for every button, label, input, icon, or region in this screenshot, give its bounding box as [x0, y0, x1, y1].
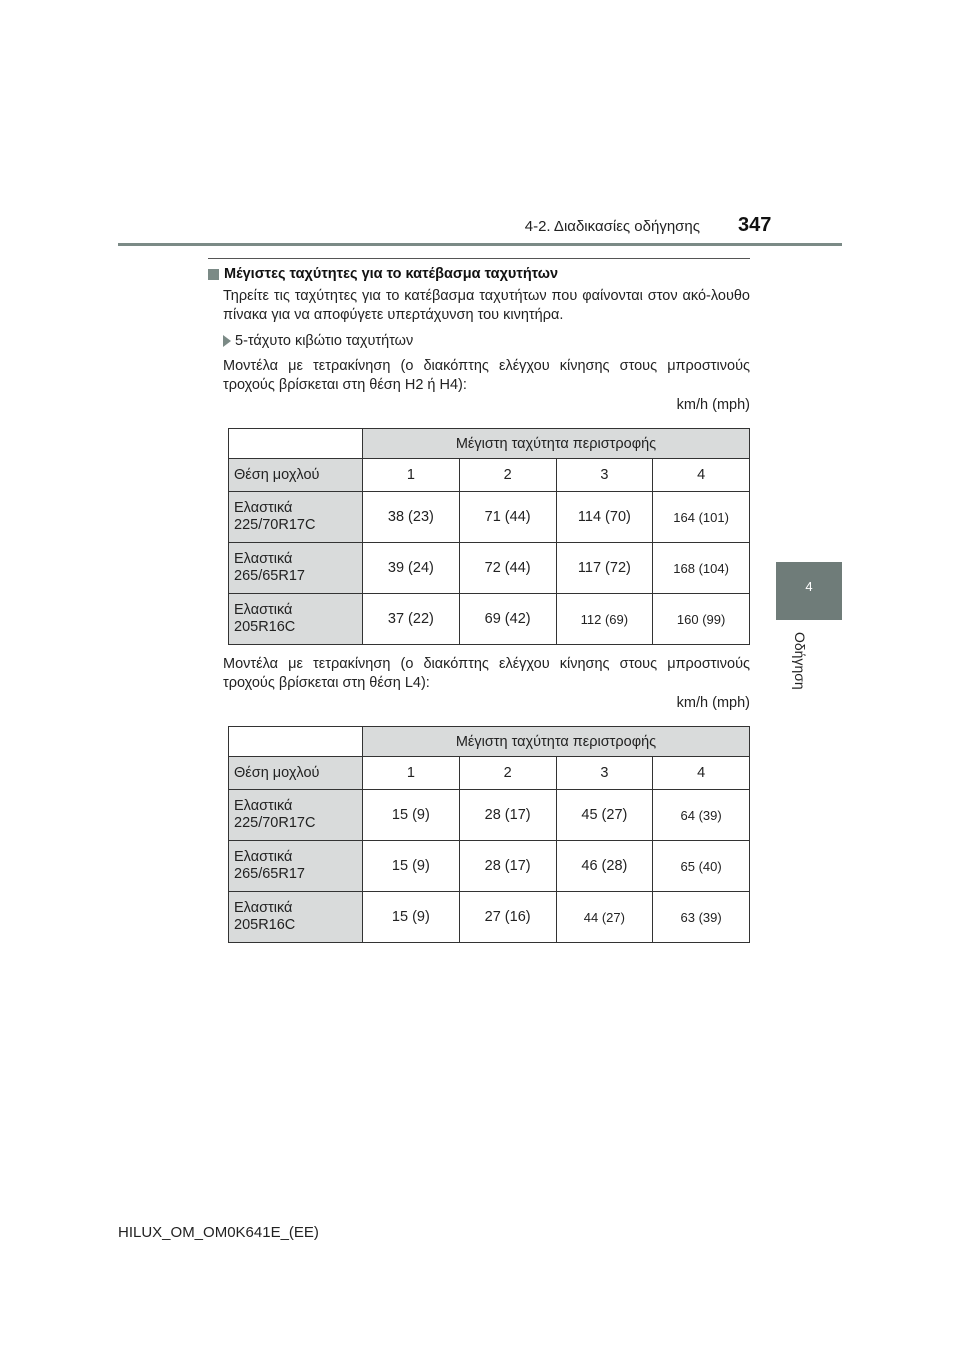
table-row [229, 594, 750, 645]
speed-cell: 46 (28) [556, 841, 653, 892]
chapter-tab-number: 4 [805, 579, 813, 594]
gear-label: Θέση μοχλού [229, 757, 363, 790]
gear-cell: 4 [653, 459, 750, 492]
speed-cell: 15 (9) [363, 892, 460, 943]
table-caption: Μοντέλα με τετρακίνηση (ο διακόπτης ελέγχου κίνησης στους μπροστινούς τροχούς βρίσκεται στη θέση L4): [223, 656, 750, 691]
speed-cell: 37 (22) [363, 594, 460, 645]
unit-label: km/h (mph) [676, 397, 750, 413]
table-header-row [229, 727, 750, 757]
intro-paragraph: Τηρείτε τις ταχύτητες για το κατέβασμα ταχυτήτων που φαίνονται στον ακό-λουθο πίνακα για να αποφύγετε υπερτάχυνση του κινητήρα. [223, 288, 750, 323]
speed-cell: 72 (44) [459, 543, 556, 594]
chapter-tab-label: Οδήγηση [792, 632, 808, 690]
table-caption: Μοντέλα με τετρακίνηση (ο διακόπτης ελέγχου κίνησης στους μπροστινούς τροχούς βρίσκεται στη θέση H2 ή H4): [223, 358, 750, 393]
gear-cell: 4 [653, 757, 750, 790]
section-heading [208, 266, 750, 282]
sub-bullet [223, 333, 750, 349]
gear-cell: 3 [556, 757, 653, 790]
gear-label: Θέση μοχλού [229, 459, 363, 492]
table-header-row [229, 429, 750, 459]
page-content [208, 258, 750, 943]
speed-cell: 39 (24) [363, 543, 460, 594]
table-row [229, 790, 750, 841]
speed-cell: 28 (17) [459, 841, 556, 892]
section-divider [208, 258, 750, 259]
speed-table-h2-h4 [228, 428, 750, 645]
tire-label: Ελαστικά 265/65R17 [229, 543, 363, 594]
speed-cell: 15 (9) [363, 790, 460, 841]
gear-cell: 2 [459, 757, 556, 790]
table-row [229, 459, 750, 492]
speed-cell: 27 (16) [459, 892, 556, 943]
table-header: Μέγιστη ταχύτητα περιστροφής [363, 429, 750, 459]
square-bullet-icon [208, 269, 219, 280]
sub-bullet-text: 5-τάχυτο κιβώτιο ταχυτήτων [235, 333, 414, 349]
speed-cell: 69 (42) [459, 594, 556, 645]
tire-label: Ελαστικά 225/70R17C [229, 790, 363, 841]
triangle-bullet-icon [223, 335, 231, 347]
speed-cell: 63 (39) [653, 892, 750, 943]
table-corner-cell [229, 429, 363, 459]
table-corner-cell [229, 727, 363, 757]
speed-cell: 112 (69) [556, 594, 653, 645]
tire-label: Ελαστικά 265/65R17 [229, 841, 363, 892]
speed-cell: 64 (39) [653, 790, 750, 841]
speed-table-l4 [228, 726, 750, 943]
speed-cell: 114 (70) [556, 492, 653, 543]
unit-label: km/h (mph) [676, 695, 750, 711]
table-row [229, 543, 750, 594]
speed-cell: 28 (17) [459, 790, 556, 841]
speed-cell: 15 (9) [363, 841, 460, 892]
speed-cell: 38 (23) [363, 492, 460, 543]
table-row [229, 841, 750, 892]
speed-cell: 44 (27) [556, 892, 653, 943]
speed-cell: 164 (101) [653, 492, 750, 543]
gear-cell: 2 [459, 459, 556, 492]
table-row [229, 892, 750, 943]
document-code-footer: HILUX_OM_OM0K641E_(EE) [118, 1224, 319, 1241]
speed-cell: 117 (72) [556, 543, 653, 594]
header-divider [118, 243, 842, 246]
gear-cell: 1 [363, 459, 460, 492]
speed-cell: 45 (27) [556, 790, 653, 841]
speed-cell: 65 (40) [653, 841, 750, 892]
table-row [229, 757, 750, 790]
tire-label: Ελαστικά 205R16C [229, 892, 363, 943]
speed-cell: 71 (44) [459, 492, 556, 543]
section-heading-text: Μέγιστες ταχύτητες για το κατέβασμα ταχυτήτων [224, 266, 559, 282]
chapter-tab [776, 562, 842, 620]
table-header: Μέγιστη ταχύτητα περιστροφής [363, 727, 750, 757]
speed-cell: 160 (99) [653, 594, 750, 645]
gear-cell: 3 [556, 459, 653, 492]
tire-label: Ελαστικά 225/70R17C [229, 492, 363, 543]
page-number: 347 [738, 214, 772, 236]
header-section-title: 4-2. Διαδικασίες οδήγησης [524, 218, 700, 235]
tire-label: Ελαστικά 205R16C [229, 594, 363, 645]
table-row [229, 492, 750, 543]
gear-cell: 1 [363, 757, 460, 790]
speed-cell: 168 (104) [653, 543, 750, 594]
